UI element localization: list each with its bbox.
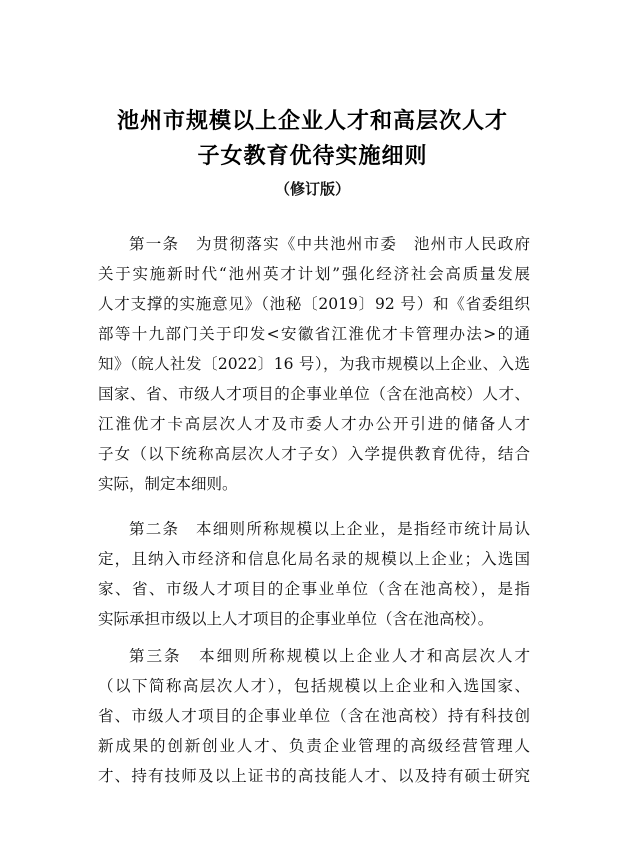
article-3-line: 第三条 本细则所称规模以上企业人才和高层次人才 (129, 647, 530, 665)
article-3-line: （以下简称高层次人才），包括规模以上企业和入选国家、 (98, 677, 530, 695)
article-1-line: 国家、省、市级人才项目的企事业单位（含在池高校）人才、 (98, 385, 530, 403)
article-2-line: 家、省、市级人才项目的企事业单位（含在池高校），是指 (98, 580, 530, 598)
article-1-line: 关于实施新时代“池州英才计划”强化经济社会高质量发展 (98, 265, 530, 283)
document-title-line-2: 子女教育优待实施细则 (197, 143, 428, 169)
article-3 (98, 641, 530, 791)
article-1-line: 子女（以下统称高层次人才子女）入学提供教育优待，结合 (98, 445, 530, 463)
article-3-line: 省、市级人才项目的企事业单位（含在池高校）持有科技创 (98, 707, 530, 725)
article-2-line: 定，且纳入市经济和信息化局名录的规模以上企业；入选国 (98, 550, 530, 568)
article-2-line: 第二条 本细则所称规模以上企业，是指经市统计局认 (129, 520, 530, 538)
article-1-line: 部等十九部门关于印发<安徽省江淮优才卡管理办法>的通 (98, 325, 530, 343)
document-subtitle: （修订版） (274, 180, 350, 198)
article-1 (98, 229, 530, 499)
article-2 (98, 514, 530, 634)
document-title-line-1: 池州市规模以上企业人才和高层次人才 (116, 108, 508, 134)
article-1-line: 人才支撑的实施意见》（池秘〔2019〕92 号）和《省委组织 (98, 295, 530, 313)
article-3-line: 才、持有技师及以上证书的高技能人才、以及持有硕士研究 (98, 767, 530, 785)
article-2-line: 实际承担市级以上人才项目的企事业单位（含在池高校）。 (98, 610, 494, 628)
article-1-line: 实际，制定本细则。 (98, 475, 238, 493)
article-1-line: 江淮优才卡高层次人才及市委人才办公开引进的储备人才 (98, 415, 530, 433)
article-1-line: 第一条 为贯彻落实《中共池州市委 池州市人民政府 (129, 235, 530, 253)
article-1-line: 知》（皖人社发〔2022〕16 号），为我市规模以上企业、入选 (98, 355, 530, 373)
article-3-line: 新成果的创新创业人才、负责企业管理的高级经营管理人 (98, 737, 530, 755)
